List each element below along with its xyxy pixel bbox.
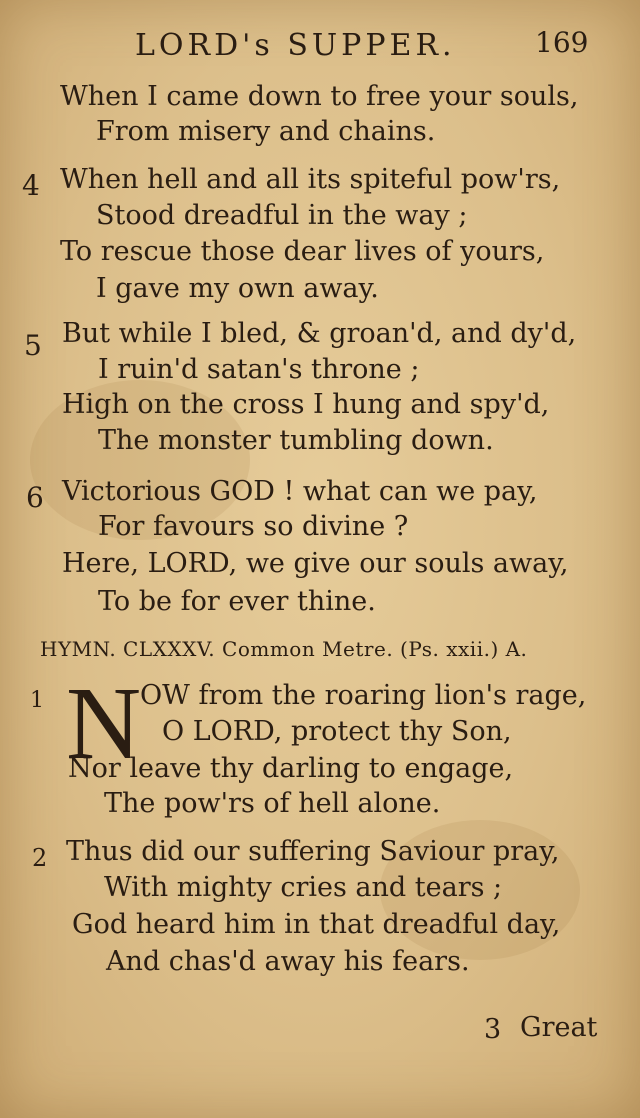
running-header-title: LORD's SUPPER.: [135, 28, 456, 63]
stanza-number: 6: [26, 481, 44, 514]
stanza-number: 1: [30, 688, 44, 713]
catchword-number: 3: [484, 1014, 502, 1045]
verse-line: OW from the roaring lion's rage,: [140, 680, 587, 711]
verse-line: And chas'd away his fears.: [106, 946, 470, 977]
verse-line: When hell and all its spiteful pow'rs,: [60, 164, 561, 195]
verse-line: When I came down to free your souls,: [60, 81, 579, 112]
verse-line: To be for ever thine.: [98, 586, 376, 617]
verse-line: I ruin'd satan's throne ;: [98, 354, 420, 385]
verse-line: God heard him in that dreadful day,: [72, 909, 561, 940]
verse-line: The monster tumbling down.: [98, 425, 494, 456]
verse-line: Victorious GOD ! what can we pay,: [62, 476, 538, 507]
verse-line: But while I bled, & groan'd, and dy'd,: [62, 318, 577, 349]
verse-line: High on the cross I hung and spy'd,: [62, 389, 550, 420]
page-number: 169: [535, 26, 589, 59]
hymn-heading: HYMN. CLXXXV. Common Metre. (Ps. xxii.) A.: [40, 637, 528, 661]
verse-line: From misery and chains.: [96, 116, 436, 147]
verse-line: Thus did our suffering Saviour pray,: [66, 836, 560, 867]
verse-line: The pow'rs of hell alone.: [104, 788, 441, 819]
verse-line: O LORD, protect thy Son,: [162, 716, 512, 747]
stanza-number: 2: [32, 844, 48, 872]
verse-line: With mighty cries and tears ;: [104, 872, 503, 903]
verse-line: Nor leave thy darling to engage,: [68, 753, 514, 784]
catchword: Great: [520, 1012, 598, 1043]
verse-line: For favours so divine ?: [98, 511, 409, 542]
verse-line: Here, LORD, we give our souls away,: [62, 548, 569, 579]
stanza-number: 5: [24, 329, 42, 362]
verse-line: I gave my own away.: [96, 273, 379, 304]
drop-cap: N: [66, 666, 142, 781]
stanza-number: 4: [22, 169, 40, 202]
verse-line: Stood dreadful in the way ;: [96, 200, 468, 231]
verse-line: To rescue those dear lives of yours,: [60, 236, 545, 267]
